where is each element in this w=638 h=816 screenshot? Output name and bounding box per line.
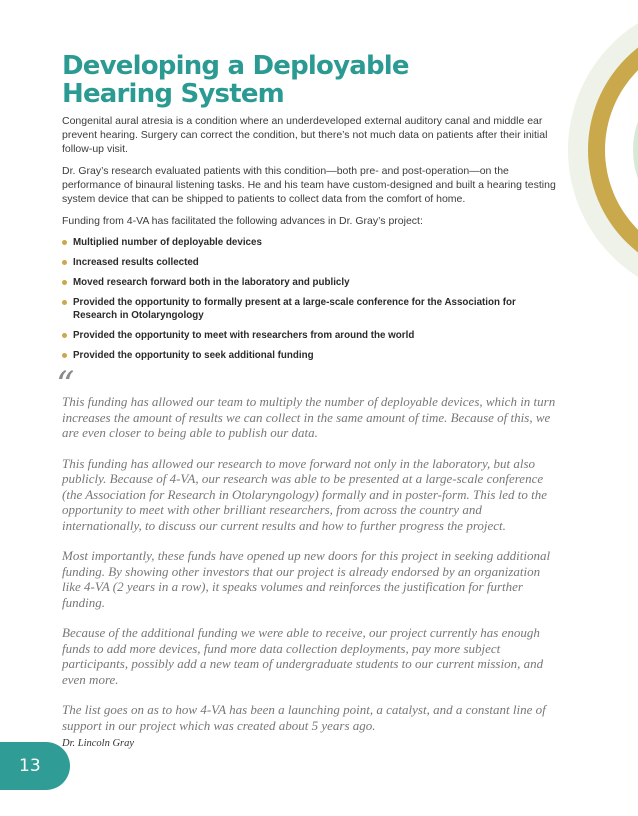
article-body [62, 114, 562, 369]
list-item [62, 296, 562, 322]
quote-paragraph: This funding has allowed our team to multiply the number of deployable devices, which in turn increases the amount of results we can collect in the same amount of time. Because of this, we are even closer to being able to publish our data. [62, 394, 556, 440]
list-item-text: Provided the opportunity to formally present at a large-scale conference for the Association for Research in Otolaryngology [73, 297, 516, 321]
bullet-dot-icon [62, 353, 67, 358]
list-item [62, 276, 562, 289]
page-number-tab [0, 742, 70, 790]
list-item [62, 349, 562, 362]
bullet-dot-icon [62, 300, 67, 305]
list-item-text: Provided the opportunity to meet with researchers from around the world [73, 330, 415, 341]
list-item-text: Provided the opportunity to seek additional funding [73, 350, 314, 361]
quote-paragraph: The list goes on as to how 4-VA has been a launching point, a catalyst, and a constant line of support in our project which was created about 5 years ago. [62, 702, 546, 733]
advances-list [62, 236, 562, 362]
list-item [62, 236, 562, 249]
list-item-text: Moved research forward both in the laboratory and publicly [73, 277, 350, 288]
list-item [62, 256, 562, 269]
bullet-dot-icon [62, 260, 67, 265]
page-title [62, 52, 409, 108]
list-item [62, 329, 562, 342]
funding-paragraph: Funding from 4-VA has facilitated the following advances in Dr. Gray’s project: [62, 215, 423, 227]
title-line-2: Hearing System [62, 79, 284, 109]
quote-paragraph: This funding has allowed our research to move forward not only in the laboratory, but also publicly. Because of 4-VA, our research was able to be presented at a large-scale conference (the Association for Research in Otolaryngology) formally and in poster-form. This led to the opportunity to meet with other brilliant researchers, from across the country and internationally, to discuss our current results and how to further progress the project. [62, 455, 548, 533]
quote-attribution: Dr. Lincoln Gray [62, 738, 135, 749]
list-item-text: Increased results collected [73, 257, 199, 268]
pull-quote [62, 394, 562, 733]
intro-paragraph: Congenital aural atresia is a condition where an underdeveloped external auditory canal and middle ear prevent hearing. Surgery can correct the condition, but there’s not much data on patients after their initial follow-up visit. [62, 115, 548, 155]
quote-paragraph: Because of the additional funding we were able to receive, our project currently has enough funds to add more devices, fund more data collection deployments, pay more subject participants, possibly add a new team of undergraduate students to our current mission, and even more. [62, 625, 544, 687]
bullet-dot-icon [62, 333, 67, 338]
title-line-1: Developing a Deployable [62, 51, 409, 81]
bullet-dot-icon [62, 240, 67, 245]
page-number: 13 [19, 756, 41, 776]
bullet-dot-icon [62, 280, 67, 285]
quote-paragraph: Most importantly, these funds have opened up new doors for this project in seeking additional funding. By showing other investors that our project is already endorsed by an organization like 4-VA (2 years in a row), it speaks volumes and reinforces the justification for further funding. [62, 548, 551, 610]
list-item-text: Multiplied number of deployable devices [73, 237, 262, 248]
quote-mark-icon: “ [56, 365, 75, 406]
research-paragraph: Dr. Gray’s research evaluated patients with this condition—both pre- and post-operation—on the performance of binaural listening tasks. He and his team have custom-designed and built a hearing testing system device that can be shipped to patients to collect data from the comfort of home. [62, 165, 556, 205]
